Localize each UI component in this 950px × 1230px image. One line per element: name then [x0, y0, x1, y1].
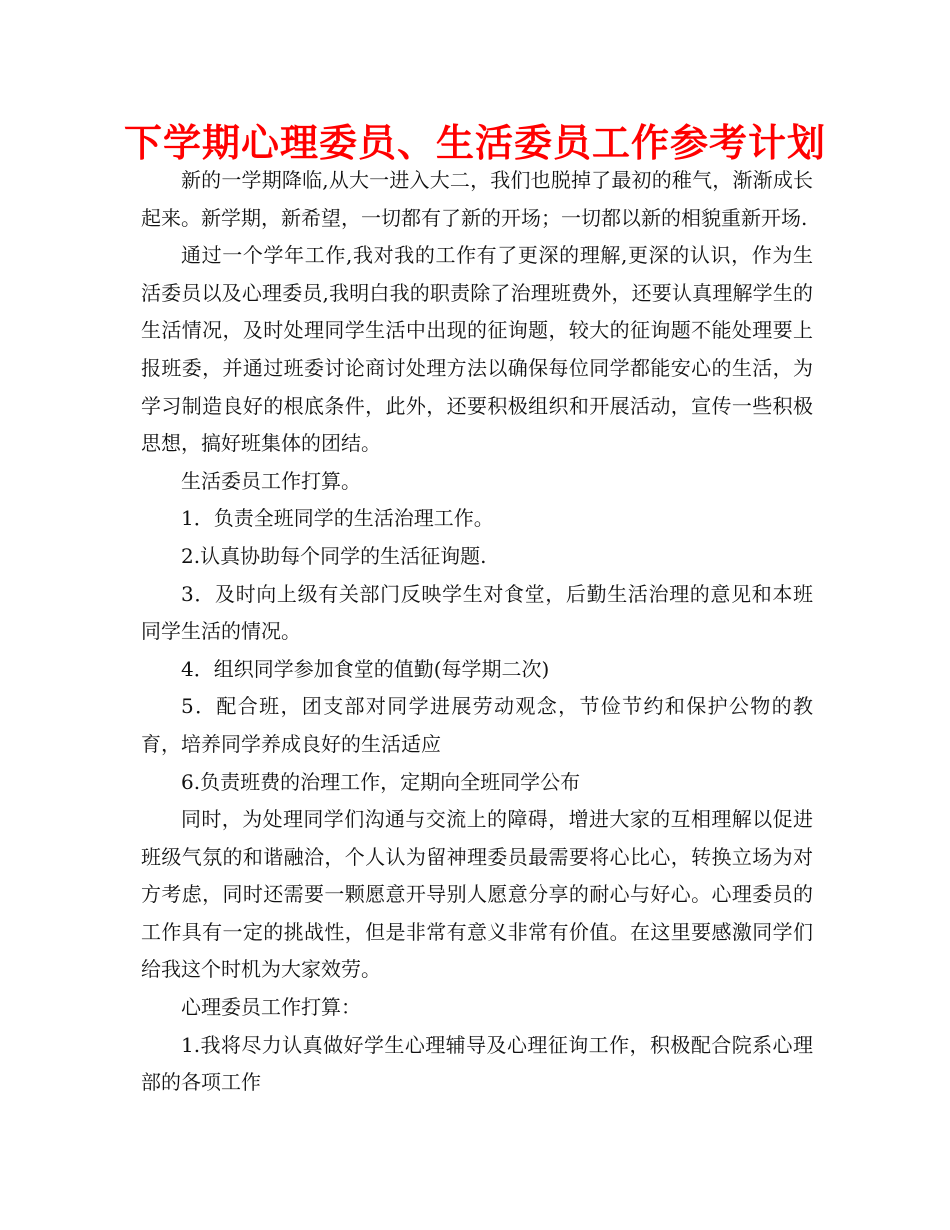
- paragraph-intro: 新的一学期降临,从大一进入大二，我们也脱掉了最初的稚气，渐渐成长起来。新学期，新希望，一切都有了新的开场；一切都以新的相貌重新开场.: [141, 168, 813, 230]
- paragraph-psych-role: 同时，为处理同学们沟通与交流上的障碍，增进大家的互相理解以促进班级气氛的和谐融洽，个人认为留神理委员最需要将心比心，转换立场为对方考虑，同时还需要一颗愿意开导别人愿意分享的耐心与好心。心理委员的工作具有一定的挑战性，但是非常有意义非常有价值。在这里要感激同学们给我这个时机为大家效劳。: [141, 807, 813, 982]
- list-item: 1.我将尽力认真做好学生心理辅导及心理征询工作，积极配合院系心理部的各项工作: [141, 1032, 813, 1095]
- list-item: 2.认真协助每个同学的生活征询题.: [181, 543, 487, 568]
- list-item: 6.负责班费的治理工作，定期向全班同学公布: [181, 769, 581, 794]
- heading-psych-committee-plan: 心理委员工作打算：: [181, 995, 361, 1020]
- list-item: 1．负责全班同学的生活治理工作。: [181, 506, 494, 531]
- document-body: [141, 162, 813, 1102]
- list-item: 4．组织同学参加食堂的值勤(每学期二次): [181, 656, 550, 681]
- document-title: 下学期心理委员、生活委员工作参考计划: [123, 121, 826, 165]
- list-item: 5．配合班，团支部对同学进展劳动观念，节俭节约和保护公物的教育，培养同学养成良好的生活适应: [141, 694, 813, 756]
- heading-life-committee-plan: 生活委员工作打算。: [181, 468, 361, 493]
- list-item: 3．及时向上级有关部门反映学生对食堂，后勤生活治理的意见和本班同学生活的情况。: [141, 581, 813, 644]
- paragraph-reflection: 通过一个学年工作,我对我的工作有了更深的理解,更深的认识，作为生活委员以及心理委员,我明白我的职责除了治理班费外，还要认真理解学生的生活情况，及时处理同学生活中出现的征询题，较大的征询题不能处理要上报班委，并通过班委讨论商讨处理方法以确保每位同学都能安心的生活，为学习制造良好的根底条件，此外，还要积极组织和开展活动，宣传一些积极思想，搞好班集体的团结。: [141, 243, 813, 456]
